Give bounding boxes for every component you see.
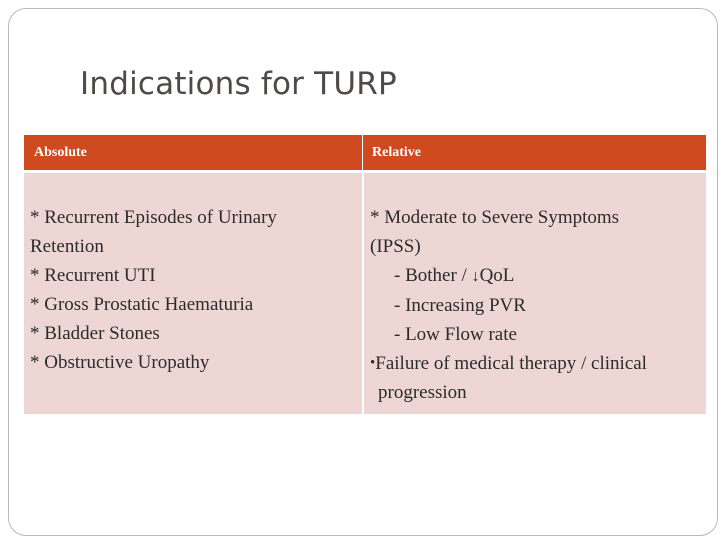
- absolute-item: * Recurrent Episodes of Urinary: [30, 207, 277, 228]
- absolute-item: Retention: [30, 236, 104, 257]
- relative-item: (IPSS): [370, 236, 421, 257]
- table-body-row: [24, 173, 706, 414]
- absolute-item: * Gross Prostatic Haematuria: [30, 294, 254, 315]
- down-arrow-icon: ↓: [471, 268, 480, 285]
- relative-column: [370, 203, 647, 407]
- relative-bullet-item: [370, 349, 647, 378]
- absolute-item: * Obstructive Uropathy: [30, 352, 210, 373]
- table-header-row: [24, 135, 706, 170]
- absolute-item: * Recurrent UTI: [30, 265, 156, 286]
- relative-subitem: - Increasing PVR: [394, 295, 526, 316]
- slide-title: Indications for TURP: [80, 66, 397, 102]
- bother-prefix: - Bother /: [394, 265, 472, 286]
- indications-table: [24, 135, 706, 414]
- absolute-column: [30, 203, 277, 377]
- column-divider: [362, 173, 364, 414]
- relative-subitem: - Low Flow rate: [394, 324, 517, 345]
- relative-item-continuation: progression: [378, 382, 467, 403]
- bother-suffix: QoL: [479, 265, 515, 286]
- relative-item: * Moderate to Severe Symptoms: [370, 207, 620, 228]
- header-absolute: Absolute: [34, 145, 87, 160]
- relative-item-text: Failure of medical therapy / clinical: [375, 353, 647, 374]
- bullet-icon: •: [370, 355, 376, 371]
- absolute-item: * Bladder Stones: [30, 323, 160, 344]
- header-relative: Relative: [372, 145, 421, 160]
- header-divider: [362, 135, 363, 170]
- relative-subitem-bother: [370, 261, 647, 291]
